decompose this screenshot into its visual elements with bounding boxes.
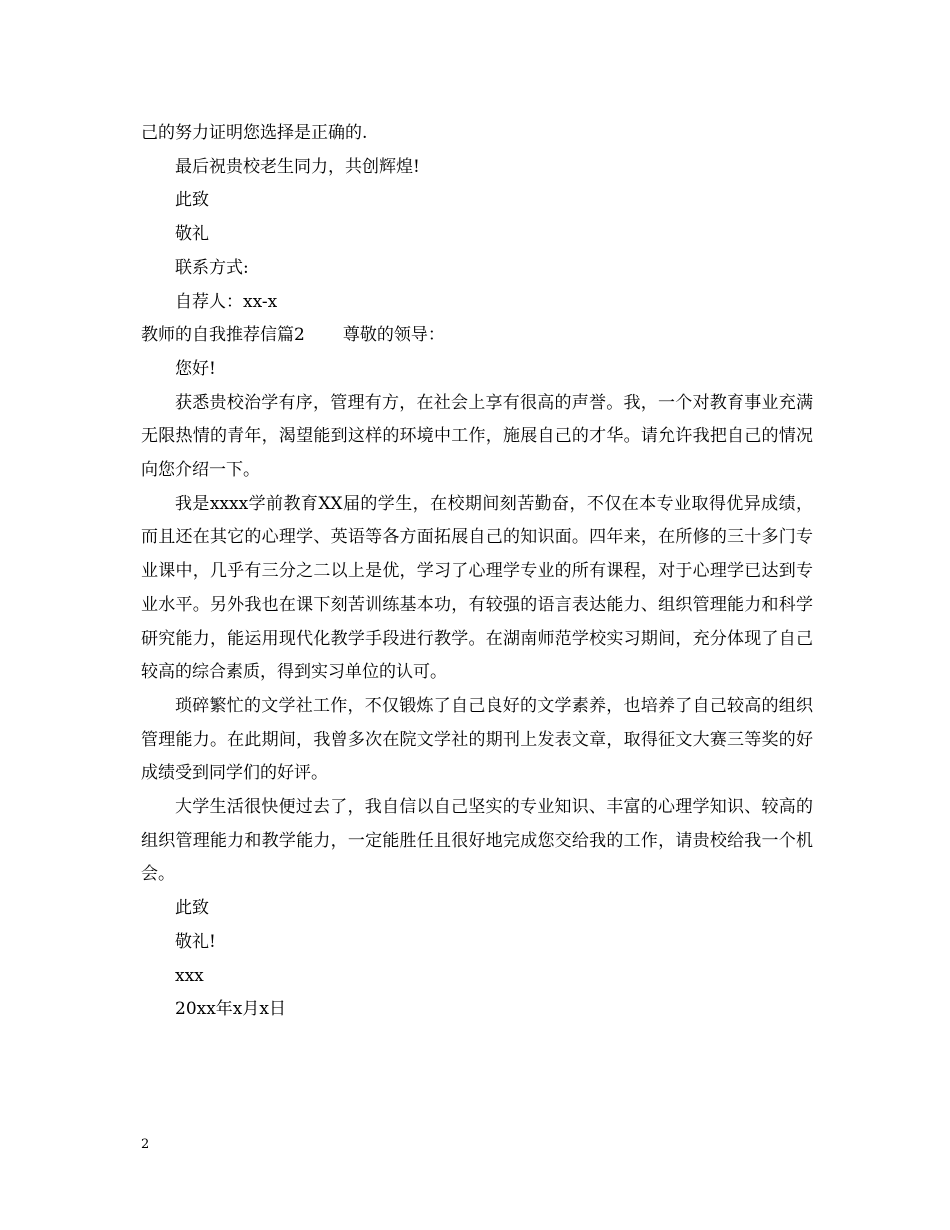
letter-heading-line	[141, 319, 813, 353]
paragraph-cizhi-2: 此致	[175, 898, 209, 919]
paragraph-jingli: 敬礼	[175, 224, 209, 245]
paragraph-greeting: 您好!	[175, 358, 216, 379]
paragraph-author: xxx	[175, 965, 204, 986]
paragraph-intro: 获悉贵校治学有序，管理有方，在社会上享有很高的声誉。我，一个对教育事业充满无限热情的青年，渴望能到这样的环境中工作，施展自己的才华。请允许我把自己的情况向您介绍一下。	[141, 392, 813, 481]
paragraph-date: 20xx年x月x日	[175, 999, 286, 1020]
paragraph-jingli-2: 敬礼!	[175, 931, 216, 952]
paragraph-continuation: 己的努力证明您选择是正确的.	[141, 123, 368, 143]
letter-body	[141, 117, 813, 1027]
paragraph-contact: 联系方式:	[175, 257, 249, 278]
paragraph-closing-wish: 最后祝贵校老生同力，共创辉煌!	[175, 156, 420, 177]
paragraph-education: 我是xxxx学前教育XX届的学生，在校期间刻苦勤奋，不仅在本专业取得优异成绩，而且还在其它的心理学、英语等各方面拓展自己的知识面。四年来，在所修的三十多门专业课中，几乎有三分之二以上是优，学习了心理学专业的所有课程，对于心理学已达到专业水平。另外我也在课下刻苦训练基本功，有较强的语言表达能力、组织管理能力和科学研究能力，能运用现代化教学手段进行教学。在湖南师范学校实习期间，充分体现了自己较高的综合素质，得到实习单位的认可。	[141, 493, 813, 683]
paragraph-conclusion: 大学生活很快便过去了，我自信以自己坚实的专业知识、丰富的心理学知识、较高的组织管理能力和教学能力，一定能胜任且很好地完成您交给我的工作，请贵校给我一个机会。	[141, 797, 813, 885]
page-number: 2	[141, 1137, 150, 1152]
paragraph-signer: 自荐人：xx-x	[175, 291, 278, 312]
paragraph-literature-club: 琐碎繁忙的文学社工作，不仅锻炼了自己良好的文学素养，也培养了自己较高的组织管理能力。在此期间，我曾多次在院文学社的期刊上发表文章，取得征文大赛三等奖的好成绩受到同学们的好评。	[141, 695, 813, 784]
letter-salutation: 尊敬的领导：	[342, 325, 445, 346]
letter-title: 教师的自我推荐信篇2	[141, 325, 305, 346]
paragraph-cizhi: 此致	[175, 190, 209, 211]
